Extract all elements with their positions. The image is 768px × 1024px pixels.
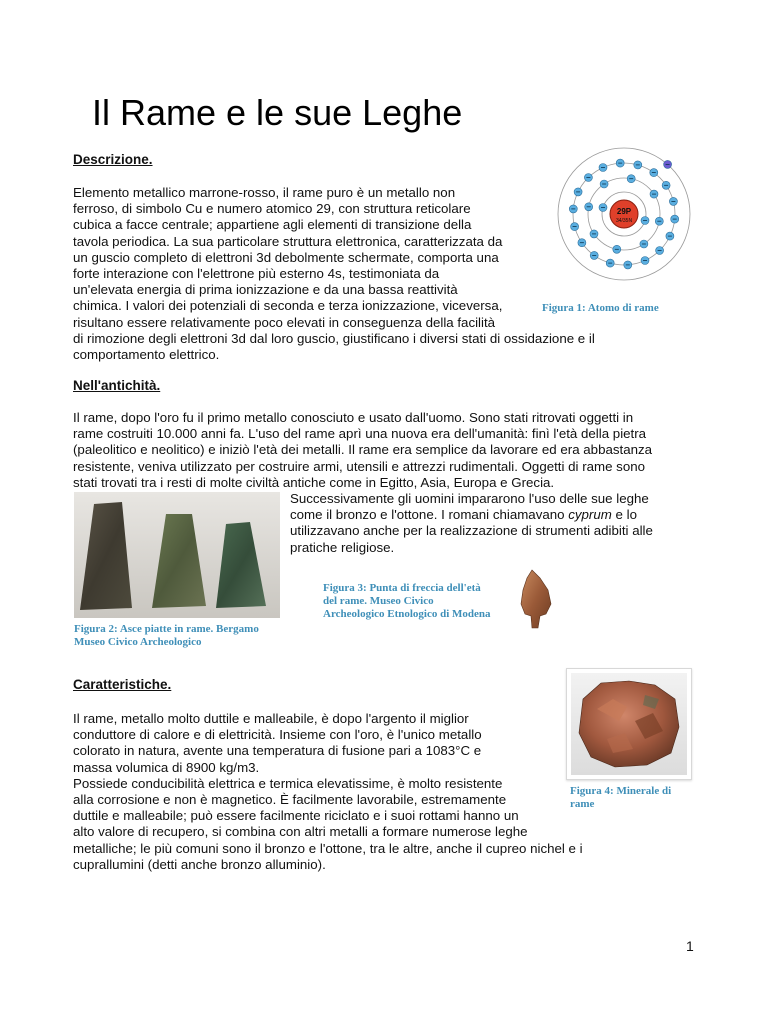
text-line: pratiche religiose. (290, 539, 395, 555)
figure-1-atom-image (556, 142, 692, 290)
paragraph-antichita-continued (290, 491, 653, 556)
section-heading-descrizione: Descrizione. (73, 152, 153, 167)
text-line: Il rame, dopo l'oro fu il primo metallo conosciuto e usato dall'uomo. Sono stati ritrovati oggetti in (73, 410, 634, 425)
figure-4-frame (566, 668, 692, 780)
text-line: forte interazione con l'elettrone più esterno 4s, testimoniata da (73, 266, 440, 282)
text-line: Successivamente gli uomini impararono l'uso delle sue leghe (290, 491, 649, 506)
caption-line: Museo Civico Archeologico (74, 636, 202, 648)
figure-2-caption (74, 623, 259, 649)
text-fragment: come il bronzo e l'ottone. I romani chiamavano (290, 507, 569, 523)
text-line: alto valore di recupero, si combina con altri metalli a formare numerose leghe (73, 824, 528, 840)
page-number: 1 (686, 938, 694, 954)
figure-3-caption (323, 582, 491, 621)
section-heading-antichita: Nell'antichità. (73, 378, 161, 393)
text-line: tavola periodica. La sua particolare struttura elettronica, caratterizzata da (73, 233, 503, 249)
caption-line: Figura 3: Punta di freccia dell'età (323, 582, 481, 594)
caption-line: Figura 1: Atomo di rame (542, 302, 659, 314)
nucleus-label: 29P (616, 207, 632, 216)
nucleus-sublabel: 34/35N (615, 218, 633, 224)
caption-line: Archeologico Etnologico di Modena (323, 608, 491, 620)
text-line: metalliche; le più comuni sono il bronzo e l'ottone, tra le altre, anche il cupreo nichel e i (73, 840, 583, 856)
text-line: Elemento metallico marrone-rosso, il rame puro è un metallo non (73, 185, 456, 200)
text-line: comportamento elettrico. (73, 347, 220, 363)
text-line: colorato in natura, avente una temperatura di fusione pari a 1083°C e (73, 743, 482, 759)
text-line: stati trovati tra i resti di molte civiltà antiche come in Egitto, Asia, Europa e Grecia. (73, 474, 555, 490)
figure-1-caption (542, 302, 659, 315)
caption-line: Figura 4: Minerale di (570, 785, 672, 797)
paragraph-descrizione (73, 185, 595, 363)
text-line: risultano essere relativamente poco elevati in conseguenza della facilità (73, 314, 496, 330)
figure-4-caption (570, 785, 671, 811)
text-line: (paleolitico e neolitico) e iniziò l'età dei metalli. Il rame era semplice da lavorare ed era abbastanza (73, 442, 653, 458)
text-line: duttile e malleabile; può essere facilmente riciclato e i suoi rottami hanno un (73, 808, 519, 824)
text-line: un guscio completo di elettroni 3d debolmente schermate, comporta una (73, 249, 499, 265)
paragraph-caratteristiche (73, 711, 583, 873)
text-line: cubica a facce centrale; appartiene agli elementi di transizione della (73, 217, 472, 233)
figure-3-arrowhead-image (518, 568, 554, 630)
text-line: alla corrosione e non è magnetico. È facilmente lavorabile, estremamente (73, 792, 507, 808)
section-heading-caratteristiche: Caratteristiche. (73, 677, 172, 692)
paragraph-antichita (73, 410, 652, 491)
text-line: conduttore di calore e di elettricità. Insieme con l'oro, è l'unico metallo (73, 727, 482, 743)
text-line (290, 507, 653, 523)
text-line: cuprallumini (detti anche bronzo alluminio). (73, 856, 326, 872)
text-line: utilizzavano anche per la realizzazione di strumenti adibiti alle (290, 523, 653, 539)
figure-4-mineral-image (567, 669, 691, 779)
text-line: rame costruiti 10.000 anni fa. L'uso del rame aprì una nuova era dell'umanità: finì l'età della pietra (73, 426, 647, 442)
text-line: resistente, veniva utilizzato per costruire armi, utensili e attrezzi rudimentali. Oggetti di rame sono (73, 458, 646, 474)
text-line: Possiede conducibilità elettrica e termica elevatissime, è molto resistente (73, 775, 503, 791)
text-line: Il rame, metallo molto duttile e malleabile, è dopo l'argento il miglior (73, 711, 469, 726)
text-fragment: e lo (611, 507, 637, 523)
caption-line: Figura 2: Asce piatte in rame. Bergamo (74, 623, 259, 635)
page-title: Il Rame e le sue Leghe (92, 92, 463, 133)
caption-line: rame (570, 798, 595, 810)
text-italic-cyprum: cyprum (568, 507, 612, 523)
text-line: di rimozione degli elettroni 3d dal loro guscio, giustificano i diversi stati di ossidazione e il (73, 330, 595, 346)
text-line: massa volumica di 8900 kg/m3. (73, 759, 260, 775)
caption-line: del rame. Museo Civico (323, 595, 434, 607)
figure-2-axes-image (74, 492, 280, 618)
text-line: un'elevata energia di prima ionizzazione e da una bassa reattività (73, 282, 458, 298)
text-line: ferroso, di simbolo Cu e numero atomico 29, con struttura reticolare (73, 201, 471, 217)
text-line: chimica. I valori dei potenziali di seconda e terza ionizzazione, viceversa, (73, 298, 503, 314)
